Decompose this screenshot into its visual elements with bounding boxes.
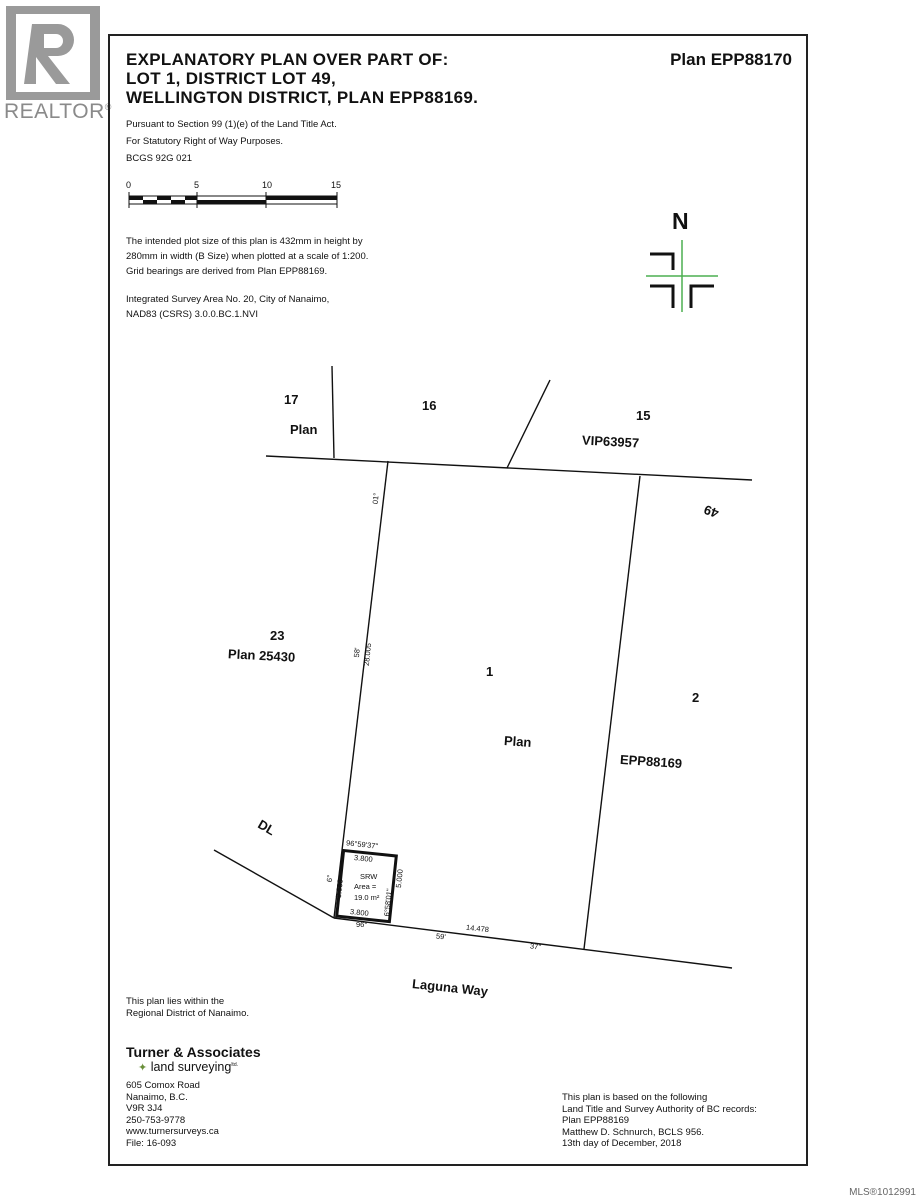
company-name: Turner & Associates bbox=[126, 1044, 261, 1060]
frontage-96: 96° bbox=[356, 920, 368, 929]
plan-25430: Plan 25430 bbox=[227, 646, 296, 665]
scale-tick-10: 10 bbox=[262, 180, 273, 190]
lot-16: 16 bbox=[422, 398, 437, 413]
north-label: N bbox=[672, 208, 689, 234]
srw-right-bearing: 6°58'01" bbox=[382, 888, 394, 917]
lot-15: 15 bbox=[636, 408, 651, 423]
lot-1: 1 bbox=[486, 664, 494, 679]
scale-tick-15: 15 bbox=[331, 180, 342, 190]
srw-bearing-top: 96°59'37" bbox=[345, 838, 379, 851]
note-bcgs: BCGS 92G 021 bbox=[126, 153, 193, 164]
distance-28005: 28.005 bbox=[361, 642, 374, 667]
srw-area-label: Area = bbox=[354, 882, 377, 891]
srw-label: SRW bbox=[360, 872, 378, 881]
plan-label-left: Plan bbox=[290, 422, 318, 437]
title-line-1: EXPLANATORY PLAN OVER PART OF: bbox=[126, 50, 449, 69]
plan-vip63957: VIP63957 bbox=[581, 432, 640, 451]
frontage-59: 59' bbox=[435, 931, 447, 942]
lot-2: 2 bbox=[692, 690, 700, 705]
road-laguna-way: Laguna Way bbox=[411, 976, 489, 999]
plan-number: Plan EPP88170 bbox=[670, 50, 792, 69]
title-line-3: WELLINGTON DISTRICT, PLAN EPP88169. bbox=[126, 88, 479, 107]
survey-notes: Integrated Survey Area No. 20, City of Nanaimo, NAD83 (CSRS) 3.0.0.BC.1.NVI bbox=[126, 294, 330, 320]
lot-17: 17 bbox=[284, 392, 299, 407]
lot-49: 49 bbox=[701, 501, 721, 522]
srw-left-deg: 6° bbox=[324, 874, 335, 883]
realtor-logo: REALTOR® bbox=[0, 0, 108, 128]
scale-tick-5: 5 bbox=[194, 180, 200, 190]
srw-top-length: 3.800 bbox=[353, 853, 374, 864]
plot-notes: The intended plot size of this plan is 432mm in height by 280mm in width (B Size) when plotted at a scale of 1:200. Grid bearings are derived from Plan EPP88169. bbox=[126, 236, 369, 277]
scale-tick-0: 0 bbox=[126, 180, 132, 190]
note-pursuant: Pursuant to Section 99 (1)(e) of the Land Title Act. bbox=[126, 119, 337, 130]
realtor-wordmark: REALTOR bbox=[4, 100, 105, 123]
company-subtitle: ✦ land surveying$^{ltd.}$ bbox=[138, 1060, 238, 1074]
srw-left-length: 5.000 bbox=[333, 878, 345, 899]
survey-plan-sheet bbox=[108, 34, 808, 1166]
bearing-01: 01° bbox=[370, 492, 381, 505]
mls-number: MLS®1012991 bbox=[849, 1187, 916, 1198]
records-note: This plan is based on the following Land Title and Survey Authority of BC records: Plan EPP88169 Matthew D. Schnurch, BCLS 956. 13th day of December, 2018 bbox=[562, 1092, 757, 1149]
district-note: This plan lies within the Regional District of Nanaimo. bbox=[126, 996, 250, 1019]
srw-right-length: 5.000 bbox=[393, 868, 405, 889]
bearing-58: 58' bbox=[351, 647, 362, 658]
dl-label: DL bbox=[255, 816, 278, 839]
leaf-icon: ✦ bbox=[138, 1062, 148, 1074]
title-line-2: LOT 1, DISTRICT LOT 49, bbox=[126, 69, 336, 88]
company-address: 605 Comox Road Nanaimo, B.C. V9R 3J4 250-753-9778 www.turnersurveys.ca File: 16-093 bbox=[126, 1080, 219, 1149]
realtor-r-icon bbox=[6, 6, 100, 100]
plan-epp88169: EPP88169 bbox=[619, 751, 683, 772]
srw-bottom-length: 3.800 bbox=[349, 907, 370, 918]
lot-23: 23 bbox=[270, 628, 285, 643]
plan-label-center: Plan bbox=[503, 733, 532, 750]
srw-area-value: 19.0 m² bbox=[354, 893, 380, 902]
note-srw-purpose: For Statutory Right of Way Purposes. bbox=[126, 136, 283, 147]
frontage-distance: 14.478 bbox=[465, 922, 490, 935]
frontage-37: 37" bbox=[529, 941, 542, 952]
